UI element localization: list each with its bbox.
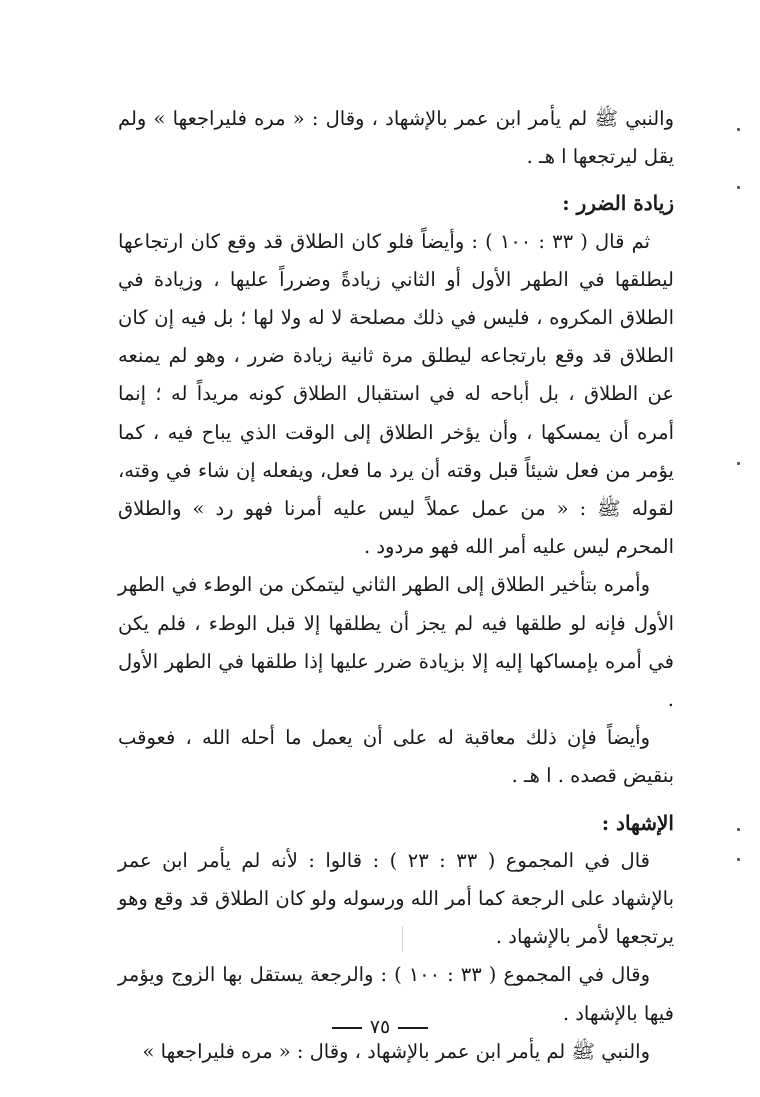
margin-mark xyxy=(737,858,740,861)
section-heading: الإشهاد : xyxy=(601,810,674,835)
margin-mark xyxy=(737,186,740,189)
margin-mark xyxy=(737,462,740,465)
page-number-footer xyxy=(0,1012,760,1042)
paragraph: قال في المجموع ( ٣٣ : ٢٣ ) : قالوا : لأنه لم يأمر ابن عمر بالإشهاد على الرجعة كما أمر الله ورسوله ولو كان الطلاق قد وقع وهو يرتجعها لأمر بالإشهاد . xyxy=(118,848,674,949)
dash-left xyxy=(332,1027,362,1029)
paragraph: وأمره بتأخير الطلاق إلى الطهر الثاني ليتمكن من الوطء في الطهر الأول فإنه لو طلقها فيه لم يجز أن يطلقها إلا قبل الوطء ، فلم يكن في أمره بإمساكها إليه إلا بزيادة ضرر عليها إذا طلقها في الطهر الأول . xyxy=(118,573,674,712)
paragraph: وأيضاً فإن ذلك معاقبة له على أن يعمل ما أحله الله ، فعوقب بنقيض قصده . ا هـ . xyxy=(118,726,674,788)
paragraph: والنبي ﷺ لم يأمر ابن عمر بالإشهاد ، وقال : « مره فليراجعها » ولم يقل ليرتجعها ا هـ . xyxy=(118,107,674,169)
dash-right xyxy=(398,1027,428,1029)
page-number: ٧٥ xyxy=(369,1016,391,1038)
paragraph: ثم قال ( ٣٣ : ١٠٠ ) : وأيضاً فلو كان الطلاق قد وقع كان ارتجاعها ليطلقها في الطهر الأول أو الثاني زيادةً وضرراً عليها ، وزيادة في الطلاق المكروه ، فليس في ذلك مصلحة لا له ولا لها ؛ بل فيه إن كان الطلاق قد وقع بارتجاعه ليطلق مرة ثانية زيادة ضرر ، وهو لم يمنعه عن الطلاق ، بل أباحه له في استقبال الطلاق كونه مريداً له ؛ إنما أمره أن يمسكها ، وأن يؤخر الطلاق إلى الوقت الذي يباح فيه ، كما يؤمر من فعل شيئاً قبل وقته أن يرد ما فعل، ويفعله إن شاء في وقته، لقوله ﷺ : « من عمل عملاً ليس عليه أمرنا فهو رد » والطلاق المحرم ليس عليه أمر الله فهو مردود . xyxy=(118,229,674,559)
margin-mark xyxy=(737,828,740,831)
margin-mark xyxy=(737,128,740,131)
section-heading: زيادة الضرر : xyxy=(562,191,674,216)
paragraph: والنبي ﷺ لم يأمر ابن عمر بالإشهاد ، وقال : « مره فليراجعها » xyxy=(142,1039,650,1063)
page-body xyxy=(118,100,674,1071)
paragraph: وقال في المجموع ( ٣٣ : ١٠٠ ) : والرجعة يستقل بها الزوج ويؤمر فيها بالإشهاد . xyxy=(118,963,674,1025)
